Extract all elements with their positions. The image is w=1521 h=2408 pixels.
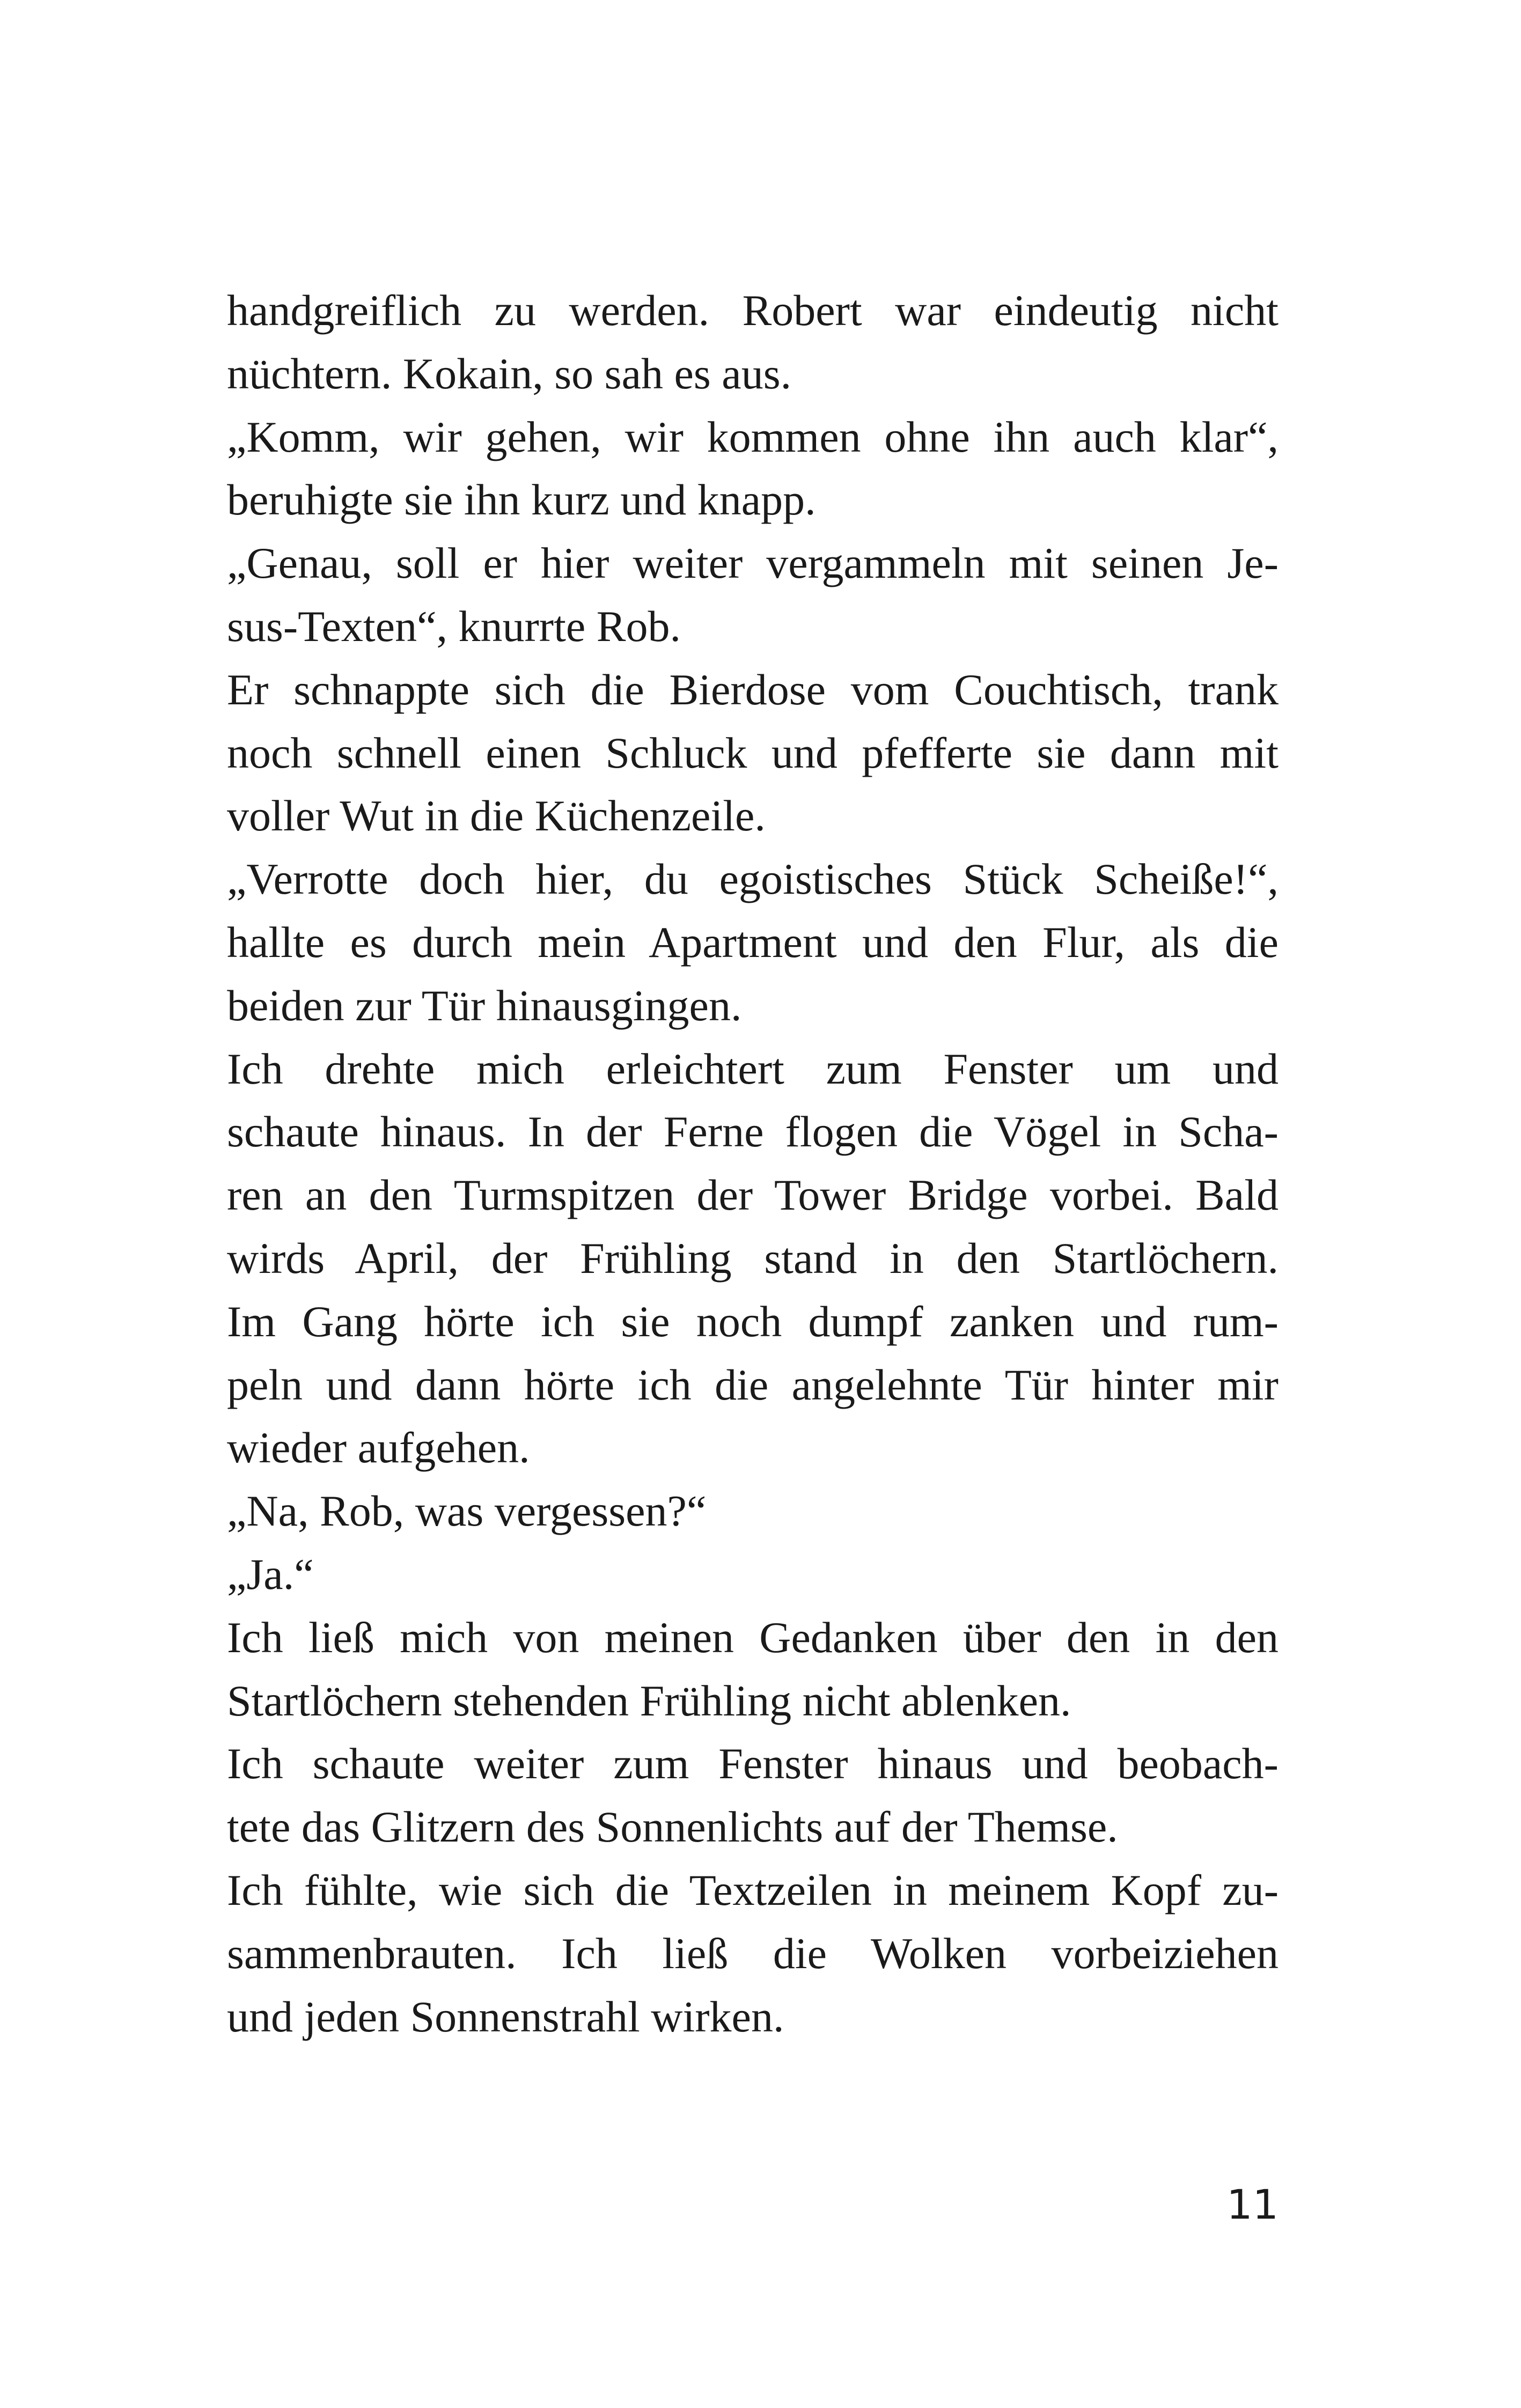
text-line: beruhigte sie ihn kurz und knapp.	[227, 475, 816, 525]
text-line: beiden zur Tür hinausgingen.	[227, 981, 742, 1030]
text-line: noch schnell einen Schluck und pfefferte sie dann mit	[227, 728, 1278, 777]
text-line: Ich drehte mich erleichtert zum Fenster um und	[227, 1044, 1278, 1093]
text-line: und jeden Sonnenstrahl wirken.	[227, 1992, 784, 2041]
text-line: wieder aufgehen.	[227, 1423, 530, 1472]
text-line: Ich fühlte, wie sich die Textzeilen in meinem Kopf zu-	[227, 1865, 1278, 1914]
text-line: „Komm, wir gehen, wir kommen ohne ihn auch klar“,	[227, 412, 1278, 461]
body-text	[227, 279, 1278, 2048]
text-line: Ich ließ mich von meinen Gedanken über den in den	[227, 1612, 1278, 1662]
text-line: sammenbrauten. Ich ließ die Wolken vorbeiziehen	[227, 1928, 1278, 1978]
text-line: handgreiflich zu werden. Robert war eindeutig nicht	[227, 286, 1278, 335]
text-line: peln und dann hörte ich die angelehnte Tür hinter mir	[227, 1360, 1278, 1409]
page-number: 11	[1226, 2181, 1278, 2228]
text-line: sus-Texten“, knurrte Rob.	[227, 601, 681, 651]
text-line: Startlöchern stehenden Frühling nicht ablenken.	[227, 1676, 1071, 1725]
text-line: nüchtern. Kokain, so sah es aus.	[227, 349, 792, 398]
text-line: schaute hinaus. In der Ferne flogen die Vögel in Scha-	[227, 1107, 1278, 1157]
text-line: ren an den Turmspitzen der Tower Bridge vorbei. Bald	[227, 1170, 1278, 1220]
text-line: „Genau, soll er hier weiter vergammeln mit seinen Je-	[227, 539, 1278, 588]
text-line: „Na, Rob, was vergessen?“	[227, 1486, 707, 1536]
text-line: tete das Glitzern des Sonnenlichts auf der Themse.	[227, 1802, 1118, 1852]
text-line: voller Wut in die Küchenzeile.	[227, 791, 766, 841]
text-line: hallte es durch mein Apartment und den Flur, als die	[227, 917, 1278, 967]
text-line: „Ja.“	[227, 1549, 314, 1599]
text-line: Ich schaute weiter zum Fenster hinaus und beobach-	[227, 1739, 1278, 1788]
text-line: „Verrotte doch hier, du egoistisches Stück Scheiße!“,	[227, 855, 1278, 904]
text-line: Im Gang hörte ich sie noch dumpf zanken und rum-	[227, 1297, 1278, 1346]
text-line: wirds April, der Frühling stand in den Startlöchern.	[227, 1233, 1278, 1283]
text-line: Er schnappte sich die Bierdose vom Couchtisch, trank	[227, 665, 1278, 714]
